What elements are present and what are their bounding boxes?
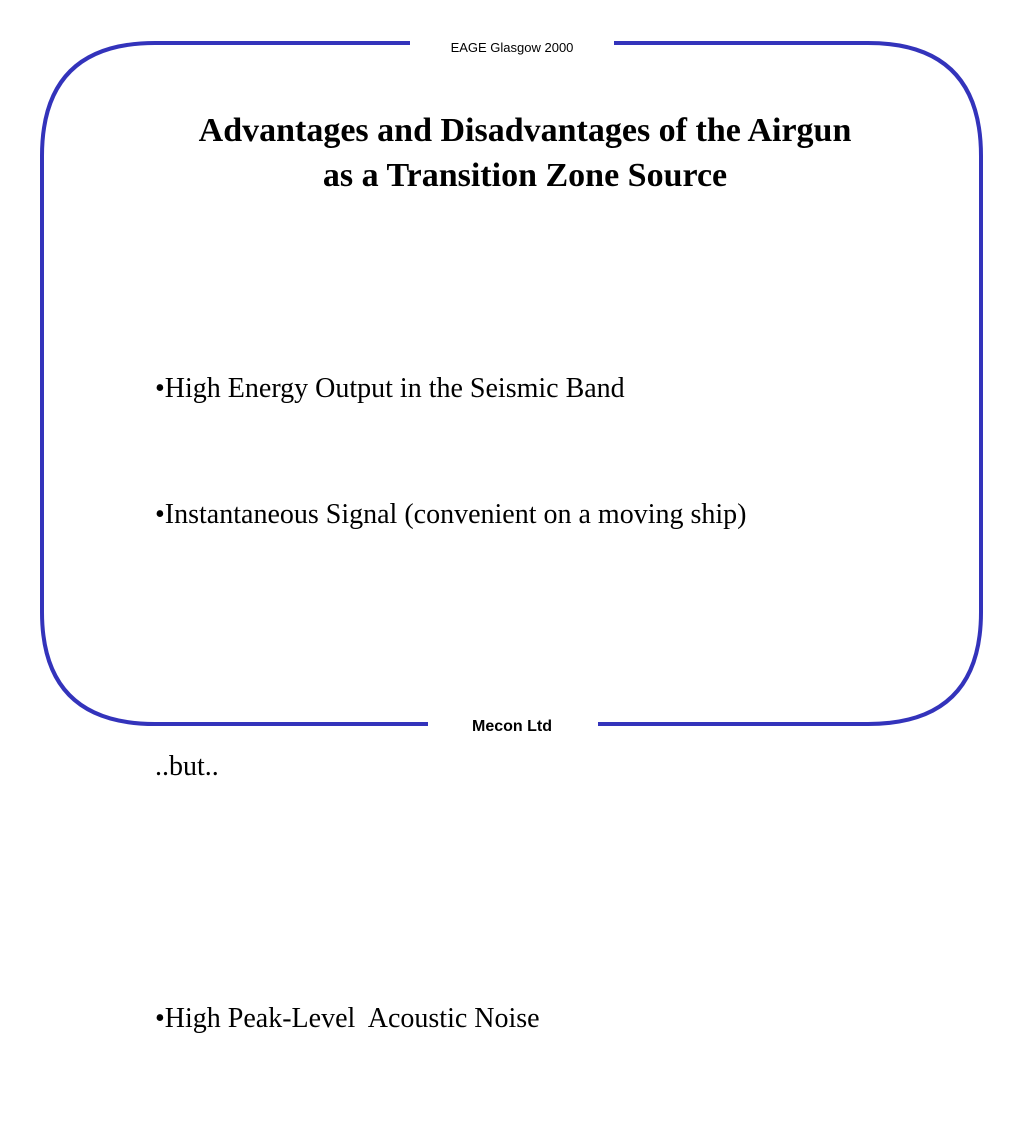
- title-line-2: as a Transition Zone Source: [322, 157, 728, 194]
- header-conference-label: EAGE Glasgow 2000: [450, 40, 574, 55]
- bullet-high-energy: •High Energy Output in the Seismic Band: [155, 373, 625, 404]
- bullet-instantaneous-signal: •Instantaneous Signal (convenient on a moving ship): [155, 499, 747, 530]
- spacer: [155, 872, 746, 914]
- spacer: [155, 620, 746, 662]
- title-line-1: Advantages and Disadvantages of the Airgun: [198, 112, 852, 149]
- slide-title: [90, 108, 960, 198]
- but-text: ..but..: [155, 751, 219, 782]
- footer-company-label: Mecon Ltd: [472, 718, 552, 735]
- slide-body: [155, 284, 746, 1124]
- bullet-acoustic-noise: •High Peak-Level Acoustic Noise: [155, 1003, 540, 1034]
